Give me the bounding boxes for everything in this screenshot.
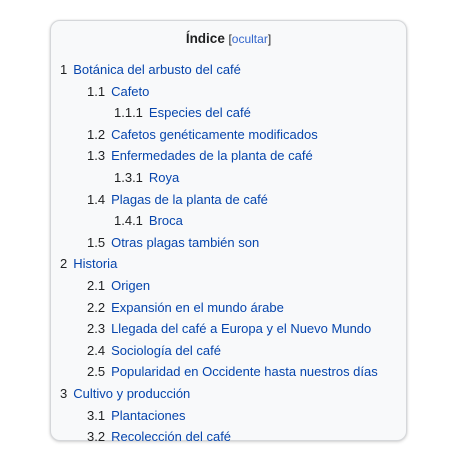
toc-item[interactable] xyxy=(87,363,378,381)
toc-item[interactable] xyxy=(87,320,371,338)
toc-item[interactable] xyxy=(87,428,231,446)
toc-item-number: 1.1.1 xyxy=(114,105,143,121)
toc-item-link[interactable]: Broca xyxy=(148,213,183,229)
toc-item-number: 1 xyxy=(60,62,68,77)
toc-item-number: 1.4.1 xyxy=(114,213,143,229)
toc-item-link[interactable]: Otras plagas también son xyxy=(111,234,260,250)
toc-item[interactable] xyxy=(87,126,318,144)
toc-item-link[interactable]: Expansión en el mundo árabe xyxy=(111,299,284,315)
toc-item[interactable] xyxy=(87,342,221,360)
toc-item-link[interactable]: Cultivo y producción xyxy=(73,386,191,401)
toc-hide-link[interactable]: ocultar xyxy=(231,32,268,46)
toc-item-link[interactable]: Popularidad en Occidente hasta nuestros días xyxy=(111,364,378,380)
toc-item-number: 1.1 xyxy=(87,83,106,99)
toc-item-link[interactable]: Plagas de la planta de café xyxy=(111,191,268,207)
toc-item-number: 2.2 xyxy=(87,299,106,315)
toc-item[interactable] xyxy=(60,385,190,403)
toc-item-number: 1.2 xyxy=(87,126,106,142)
toc-item[interactable] xyxy=(87,234,259,252)
toc-item-link[interactable]: Cafeto xyxy=(111,83,150,99)
toc-item-number: 2.4 xyxy=(87,342,106,358)
toc-item-link[interactable]: Cafetos genéticamente modificados xyxy=(111,126,318,142)
toc-item-link[interactable]: Plantaciones xyxy=(111,407,186,423)
toc-item-link[interactable]: Historia xyxy=(73,256,118,272)
toc-item[interactable] xyxy=(114,104,251,122)
toc-toggle xyxy=(228,32,271,46)
toc-item-number: 3.2 xyxy=(87,429,106,445)
toc-item-link[interactable]: Recolección del café xyxy=(111,429,232,445)
toc-item[interactable] xyxy=(87,83,149,101)
table-of-contents xyxy=(50,20,407,445)
toc-title: Índice xyxy=(185,31,225,46)
toc-toggle-close-bracket: ] xyxy=(267,32,272,46)
toc-item-number: 1.5 xyxy=(87,234,106,250)
toc-item[interactable] xyxy=(114,212,183,230)
toc-item[interactable] xyxy=(87,407,186,425)
toc-toggle-open-bracket: [ xyxy=(228,32,232,46)
toc-item-number: 3.1 xyxy=(87,407,106,423)
toc-item-number: 1.3 xyxy=(87,148,106,164)
toc-item-link[interactable]: Llegada del café a Europa y el Nuevo Mundo xyxy=(111,321,372,337)
toc-item-link[interactable]: Roya xyxy=(148,170,180,185)
toc-item-number: 2.1 xyxy=(87,278,106,293)
toc-item-number: 1.4 xyxy=(87,191,106,207)
toc-item[interactable] xyxy=(60,255,117,273)
toc-item-link[interactable]: Enfermedades de la planta de café xyxy=(111,148,313,164)
toc-item-link[interactable]: Especies del café xyxy=(148,105,251,121)
toc-item-link[interactable]: Sociología del café xyxy=(111,342,221,358)
toc-item-number: 1.3.1 xyxy=(114,170,143,185)
toc-item-number: 2 xyxy=(60,256,68,272)
toc-item-number: 2.3 xyxy=(87,321,106,337)
toc-item[interactable] xyxy=(114,169,179,187)
toc-item[interactable] xyxy=(87,191,268,209)
toc-item-number: 3 xyxy=(60,386,68,401)
toc-item[interactable] xyxy=(87,147,313,165)
toc-item[interactable] xyxy=(87,299,284,317)
toc-item-link[interactable]: Botánica del arbusto del café xyxy=(73,62,241,77)
toc-item-link[interactable]: Origen xyxy=(111,278,151,293)
toc-item[interactable] xyxy=(87,277,150,295)
toc-item-number: 2.5 xyxy=(87,364,106,380)
toc-item[interactable] xyxy=(60,61,241,79)
toc-header xyxy=(51,30,406,48)
